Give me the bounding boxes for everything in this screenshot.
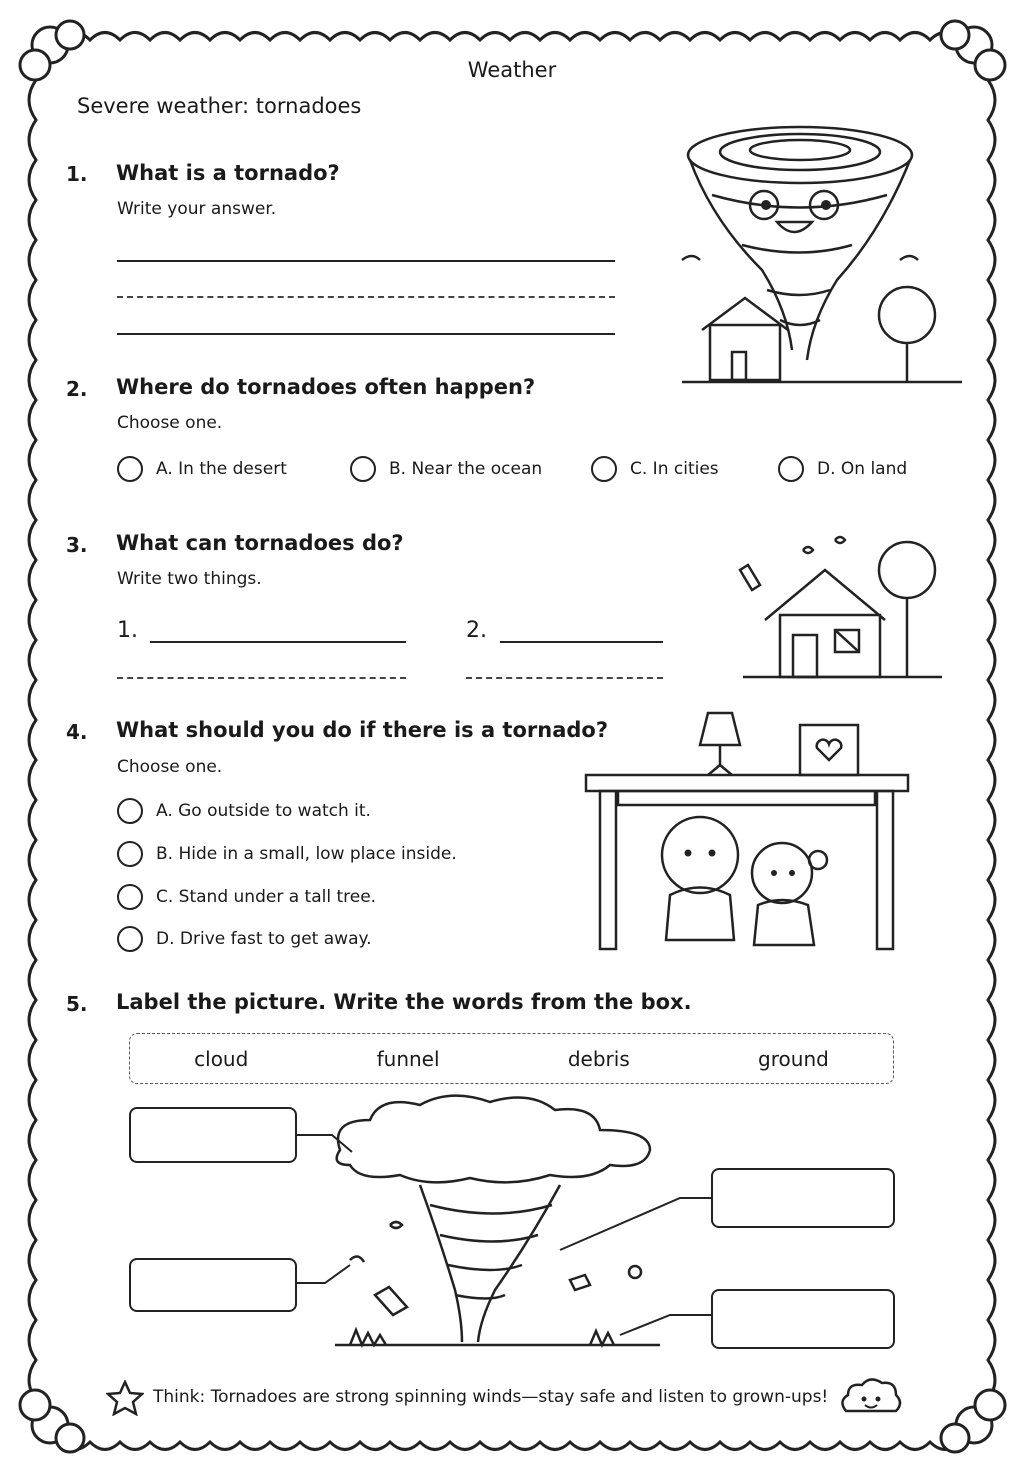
word-bank-box bbox=[129, 1033, 894, 1084]
q1-number: 1. bbox=[66, 162, 88, 186]
word-funnel: funnel bbox=[376, 1046, 440, 1071]
damaged-house-illustration bbox=[735, 520, 950, 685]
q5-number: 5. bbox=[66, 992, 88, 1016]
q2-instruction: Choose one. bbox=[117, 413, 223, 433]
q4-option-d[interactable]: D. Drive fast to get away. bbox=[117, 926, 372, 952]
star-icon bbox=[106, 1380, 144, 1416]
q4-option-b[interactable]: B. Hide in a small, low place inside. bbox=[117, 841, 457, 867]
q2-option-c[interactable]: C. In cities bbox=[591, 456, 719, 482]
q3-number: 3. bbox=[66, 533, 88, 557]
q2-option-b[interactable]: B. Near the ocean bbox=[350, 456, 542, 482]
word-ground: ground bbox=[758, 1046, 829, 1071]
smiling-tornado-illustration bbox=[672, 120, 972, 390]
radio-circle-icon[interactable] bbox=[117, 798, 143, 824]
q1-answer-line-1[interactable] bbox=[117, 260, 615, 262]
q1-instruction: Write your answer. bbox=[117, 199, 277, 219]
tornado-label-diagram bbox=[290, 1090, 720, 1355]
q3-blank-2-number: 2. bbox=[466, 618, 487, 643]
radio-circle-icon[interactable] bbox=[778, 456, 804, 482]
q3-guide-line-1 bbox=[117, 677, 406, 679]
q3-blank-1-number: 1. bbox=[117, 618, 138, 643]
smiling-cloud-icon bbox=[836, 1375, 906, 1423]
q1-answer-guide-line bbox=[117, 296, 615, 298]
q3-text: What can tornadoes do? bbox=[116, 531, 404, 555]
word-cloud: cloud bbox=[194, 1046, 249, 1071]
q4-option-a[interactable]: A. Go outside to watch it. bbox=[117, 798, 371, 824]
label-box-funnel[interactable] bbox=[711, 1168, 895, 1228]
worksheet-title: Weather bbox=[467, 58, 557, 82]
q2-option-a[interactable]: A. In the desert bbox=[117, 456, 287, 482]
q4-text: What should you do if there is a tornado? bbox=[116, 718, 609, 742]
q1-answer-line-2[interactable] bbox=[117, 333, 615, 335]
q4-instruction: Choose one. bbox=[117, 757, 223, 777]
radio-circle-icon[interactable] bbox=[117, 926, 143, 952]
label-box-cloud[interactable] bbox=[129, 1107, 297, 1163]
radio-circle-icon[interactable] bbox=[350, 456, 376, 482]
worksheet-subtitle: Severe weather: tornadoes bbox=[77, 94, 362, 118]
q3-guide-line-2 bbox=[466, 677, 663, 679]
radio-circle-icon[interactable] bbox=[117, 884, 143, 910]
word-debris: debris bbox=[567, 1046, 630, 1071]
kids-under-table-illustration bbox=[582, 705, 912, 955]
q2-text: Where do tornadoes often happen? bbox=[116, 375, 536, 399]
footer-tip: Think: Tornadoes are strong spinning winds—stay safe and listen to grown-ups! bbox=[153, 1387, 829, 1407]
radio-circle-icon[interactable] bbox=[117, 456, 143, 482]
q1-text: What is a tornado? bbox=[116, 161, 340, 185]
q3-instruction: Write two things. bbox=[117, 569, 262, 589]
q3-answer-line-1[interactable] bbox=[150, 641, 406, 643]
q4-number: 4. bbox=[66, 720, 88, 744]
label-box-debris[interactable] bbox=[129, 1258, 297, 1312]
q2-option-d[interactable]: D. On land bbox=[778, 456, 907, 482]
q4-option-c[interactable]: C. Stand under a tall tree. bbox=[117, 884, 376, 910]
q3-answer-line-2[interactable] bbox=[500, 641, 663, 643]
radio-circle-icon[interactable] bbox=[117, 841, 143, 867]
q2-number: 2. bbox=[66, 377, 88, 401]
label-box-ground[interactable] bbox=[711, 1289, 895, 1349]
radio-circle-icon[interactable] bbox=[591, 456, 617, 482]
q5-text: Label the picture. Write the words from the box. bbox=[116, 990, 692, 1014]
